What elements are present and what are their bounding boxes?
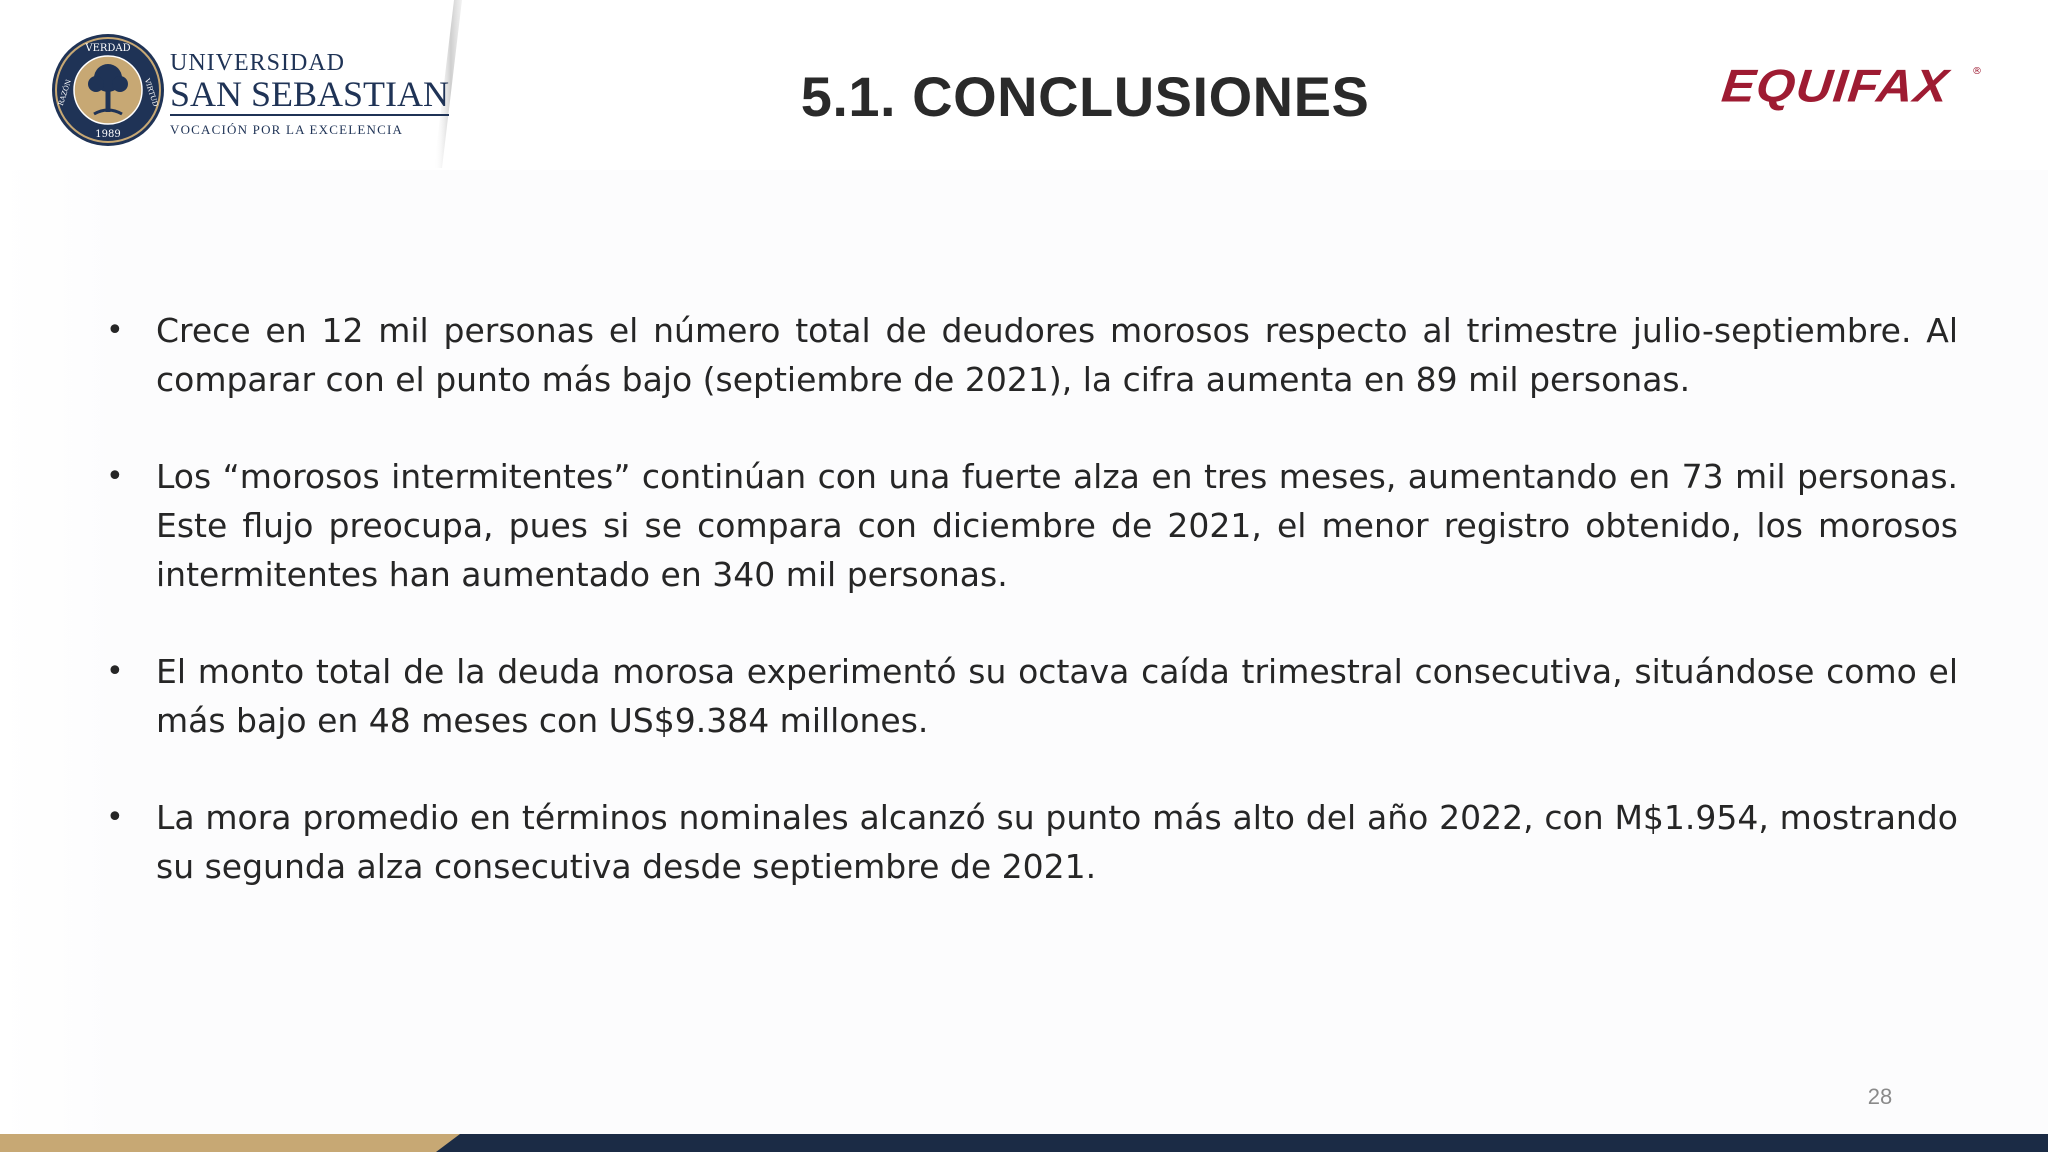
svg-text:VIRTUD: VIRTUD [142, 77, 160, 108]
slide-title: 5.1. CONCLUSIONES [800, 65, 1370, 128]
university-seal-icon [50, 32, 166, 148]
conclusion-item [100, 306, 1958, 404]
page-number: 28 [1867, 1084, 1893, 1109]
university-logo [50, 32, 450, 148]
bullet-marker: • [106, 313, 124, 348]
university-name: SAN SEBASTIAN [170, 74, 450, 114]
conclusion-item [100, 793, 1958, 891]
footer-gold-bar [0, 1134, 460, 1152]
conclusion-text: El monto total de la deuda morosa experimentó su octava caída trimestral consecutiva, situándose como el más bajo en 48 meses con US$9.384 millones. [156, 652, 1958, 740]
conclusion-item [100, 647, 1958, 745]
equifax-wordmark: EQUIFAX [1719, 60, 1952, 112]
university-line1: UNIVERSIDAD [170, 50, 345, 76]
bullet-marker: • [106, 800, 124, 835]
footer-navy-bar [436, 1134, 2048, 1152]
conclusions-list [100, 306, 1958, 939]
bullet-marker: • [106, 654, 124, 689]
conclusion-text: Los “morosos intermitentes” continúan con una fuerte alza en tres meses, aumentando en 73 mil personas. Este flujo preocupa, pues si se compara con diciembre de 2021, el menor registro obtenido, los morosos intermitentes han aumentado en 340 mil personas. [156, 457, 1958, 594]
svg-text:VERDAD: VERDAD [85, 43, 131, 54]
conclusion-text: Crece en 12 mil personas el número total de deudores morosos respecto al trimestre julio-septiembre. Al comparar con el punto más bajo (septiembre de 2021), la cifra aumenta en 89 mil personas. [156, 311, 1958, 399]
registered-mark: ® [1972, 66, 1982, 77]
equifax-logo [1719, 58, 1982, 118]
conclusion-item [100, 452, 1958, 599]
bullet-marker: • [106, 459, 124, 494]
university-wordmark [170, 50, 450, 138]
svg-text:RAZÓN: RAZÓN [56, 78, 73, 107]
svg-text:1989: 1989 [95, 129, 121, 140]
university-motto: VOCACIÓN POR LA EXCELENCIA [170, 122, 404, 137]
conclusion-text: La mora promedio en términos nominales alcanzó su punto más alto del año 2022, con M$1.954, mostrando su segunda alza consecutiva desde septiembre de 2021. [156, 798, 1958, 886]
